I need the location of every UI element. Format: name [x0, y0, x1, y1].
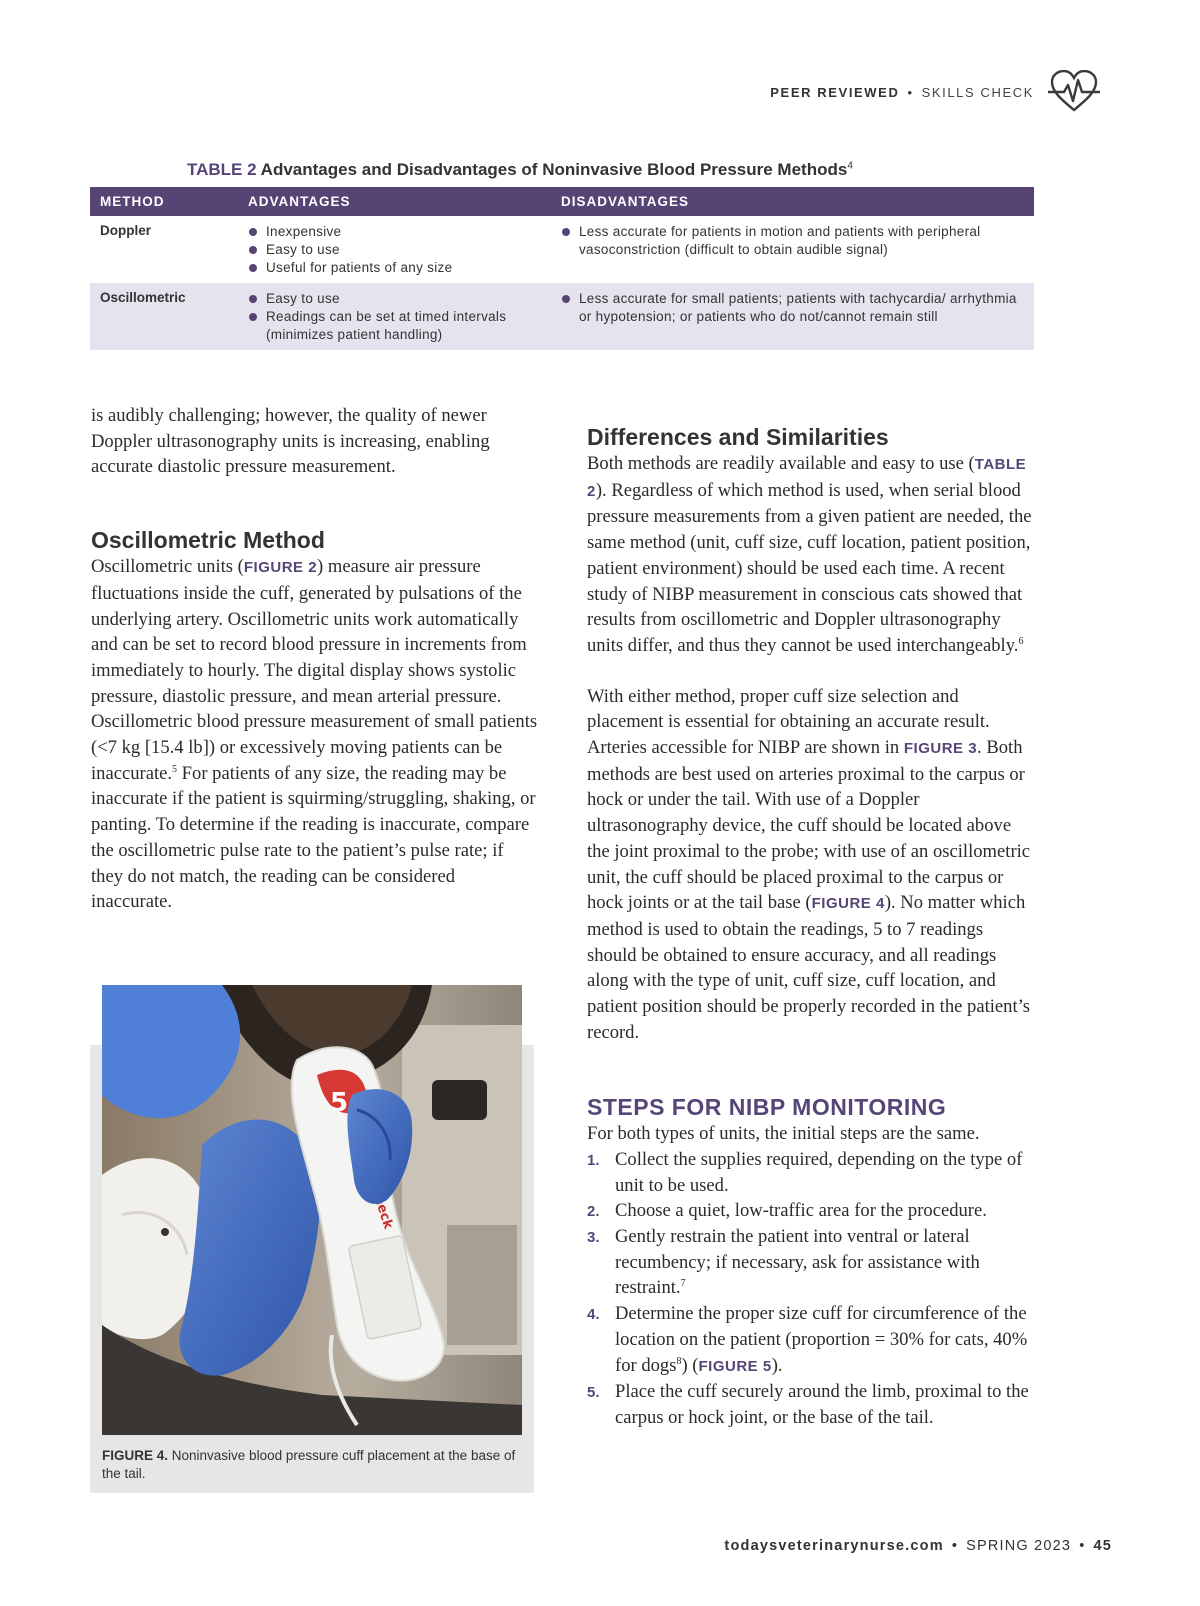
text-run: ). Regardless of which method is used, when serial blood pressure measurements from a given patient are needed, the same method (unit, cuff size, cuff location, patient position, patient environment) should be used each time. A recent study of NIBP measurement in conscious cats showed that results from oscillometric and Doppler ultrasonography units differ, and thus they cannot be used interchangeably.: [587, 479, 1032, 656]
table-title-text: Advantages and Disadvantages of Noninvasive Blood Pressure Methods: [260, 160, 848, 179]
footer-site: todaysveterinarynurse.com: [724, 1538, 944, 1554]
table-label: TABLE 2: [187, 160, 257, 179]
table-title: [187, 160, 853, 180]
differences-heading: Differences and Similarities: [587, 424, 889, 450]
list-item: [587, 1379, 1037, 1430]
figure-5-ref[interactable]: FIGURE 5: [698, 1357, 772, 1375]
left-column: [91, 403, 539, 915]
text-run: ) (: [681, 1354, 699, 1376]
heart-ekg-icon: [1048, 70, 1100, 114]
footnote-ref: 6: [1018, 635, 1024, 647]
list-item: [587, 1147, 1037, 1198]
figure-4-photo: [102, 985, 522, 1435]
col-header-advantages: ADVANTAGES: [248, 194, 351, 209]
table-header-row: [90, 187, 1034, 216]
step-number: 5.: [587, 1384, 600, 1402]
list-item: Useful for patients of any size: [248, 259, 561, 277]
page-footer: [724, 1538, 1112, 1554]
footnote-ref: 8: [676, 1355, 682, 1367]
disadvantages-list: [561, 223, 1021, 259]
table-row-doppler: [90, 216, 1034, 283]
step-number: 4.: [587, 1306, 600, 1324]
step-text: Gently restrain the patient into ventral or lateral recumbency; if necessary, ask for assistance with restraint.: [615, 1225, 980, 1299]
list-item: [587, 1301, 1037, 1379]
advantages-list: [248, 290, 561, 344]
figure-2-ref[interactable]: FIGURE 2: [243, 559, 318, 577]
step-number: 3.: [587, 1228, 600, 1246]
step-text: Place the cuff securely around the limb, proximal to the carpus or hock joint, or the base of the tail.: [615, 1381, 1029, 1428]
right-column: [587, 423, 1037, 1431]
steps-list: [587, 1147, 1037, 1431]
list-item: Inexpensive: [248, 223, 561, 241]
text-run: ) measure air pressure fluctuations inside the cuff, generated by pulsations of the underlying artery. Oscillometric units work automatically and can be set to record blood pressure in increments from immediately to hourly. The digital display shows systolic pressure, diastolic pressure, and mean arterial pressure. Oscillometric blood pressure measurement of small patients (<7 kg [15.4 lb]) or excessively moving patients can be inaccurate.: [91, 556, 538, 784]
table-title-ref: 4: [847, 160, 853, 172]
page-number: 45: [1093, 1538, 1112, 1554]
oscillometric-heading: Oscillometric Method: [91, 527, 325, 554]
text-run: For patients of any size, the reading may be inaccurate if the patient is squirming/struggling, shaking, or panting. To determine if the reading is inaccurate, compare the oscillometric pulse rate to the patient’s pulse rate; if they do not match, the reading can be considered inaccurate.: [91, 762, 536, 913]
disadvantages-list: [561, 290, 1021, 326]
methods-table: [90, 187, 1034, 350]
step-text: Determine the proper size cuff for circumference of the location on the patient (proportion = 30% for cats, 40% for dogs: [615, 1303, 1028, 1376]
list-item: [587, 1224, 1037, 1301]
differences-paragraph-2: [587, 684, 1037, 1046]
cuff-number: 5: [330, 1088, 349, 1118]
footnote-ref: 5: [172, 763, 178, 775]
table-2-ref[interactable]: TABLE 2: [587, 456, 1027, 500]
text-run: . Both methods are best used on arteries proximal to the carpus or hock or under the tail. With use of a Doppler ultrasonography device, the cuff should be located above the joint proximal to the probe; with use of an oscillometric unit, the cuff should be placed proximal to the carpus or hock joints or at the tail base (: [587, 737, 1031, 914]
advantages-list: [248, 223, 561, 277]
differences-paragraph-1: [587, 451, 1037, 659]
list-item: [587, 1198, 1037, 1224]
footnote-ref: 7: [680, 1278, 686, 1290]
table-row-oscillometric: [90, 283, 1034, 350]
figure-caption-text: Noninvasive blood pressure cuff placement at the base of the tail.: [102, 1448, 516, 1481]
step-number: 2.: [587, 1203, 600, 1221]
list-item: Less accurate for small patients; patients with tachycardia/ arrhythmia or hypotension; or patients who do not/cannot remain still: [561, 290, 1021, 326]
steps-intro: For both types of units, the initial steps are the same.: [587, 1123, 980, 1145]
running-header: [770, 70, 1100, 114]
text-run: Both methods are readily available and easy to use (: [587, 453, 975, 474]
col-header-method: METHOD: [100, 194, 165, 209]
text-run: Oscillometric units (: [91, 556, 244, 578]
step-number: 1.: [587, 1151, 600, 1169]
text-run: With either method, proper cuff size selection and placement is essential for obtaining an accurate result. Arteries accessible for NIBP are shown in: [587, 685, 990, 759]
intro-paragraph: is audibly challenging; however, the quality of newer Doppler ultrasonography units is increasing, enabling accurate diastolic pressure measurement.: [91, 405, 490, 478]
step-text: Collect the supplies required, depending on the type of unit to be used.: [615, 1148, 1023, 1196]
figure-3-ref[interactable]: FIGURE 3: [903, 740, 978, 758]
footer-issue: SPRING 2023: [966, 1538, 1072, 1554]
steps-heading: STEPS FOR NIBP MONITORING: [587, 1094, 947, 1121]
text-run: ). No matter which method is used to obtain the readings, 5 to 7 readings should be obtained to ensure accuracy, and all readings along with the type of unit, cuff size, cuff location, and patient position should be properly recorded in the patient’s record.: [587, 892, 1031, 1043]
list-item: Easy to use: [248, 290, 561, 308]
method-name: Oscillometric: [100, 290, 186, 305]
list-item: Less accurate for patients in motion and patients with peripheral vasoconstriction (difficult to obtain audible signal): [561, 223, 1021, 259]
col-header-disadvantages: DISADVANTAGES: [561, 194, 690, 209]
figure-4-ref[interactable]: FIGURE 4: [811, 895, 885, 913]
footer-separator: •: [1079, 1538, 1086, 1554]
header-section: PEER REVIEWED: [770, 84, 900, 100]
list-item: Readings can be set at timed intervals (minimizes patient handling): [248, 308, 561, 344]
step-text: Choose a quiet, low-traffic area for the procedure.: [615, 1200, 987, 1222]
footer-separator: •: [951, 1538, 959, 1554]
figure-4-caption: [102, 1447, 522, 1483]
figure-label: FIGURE 4.: [102, 1448, 169, 1463]
header-category: SKILLS CHECK: [921, 84, 1034, 100]
list-item: Easy to use: [248, 241, 561, 259]
header-text: [770, 85, 1034, 100]
header-separator: •: [907, 84, 914, 100]
method-name: Doppler: [100, 223, 152, 238]
text-run: ).: [771, 1354, 783, 1376]
oscillometric-paragraph: [91, 554, 539, 915]
